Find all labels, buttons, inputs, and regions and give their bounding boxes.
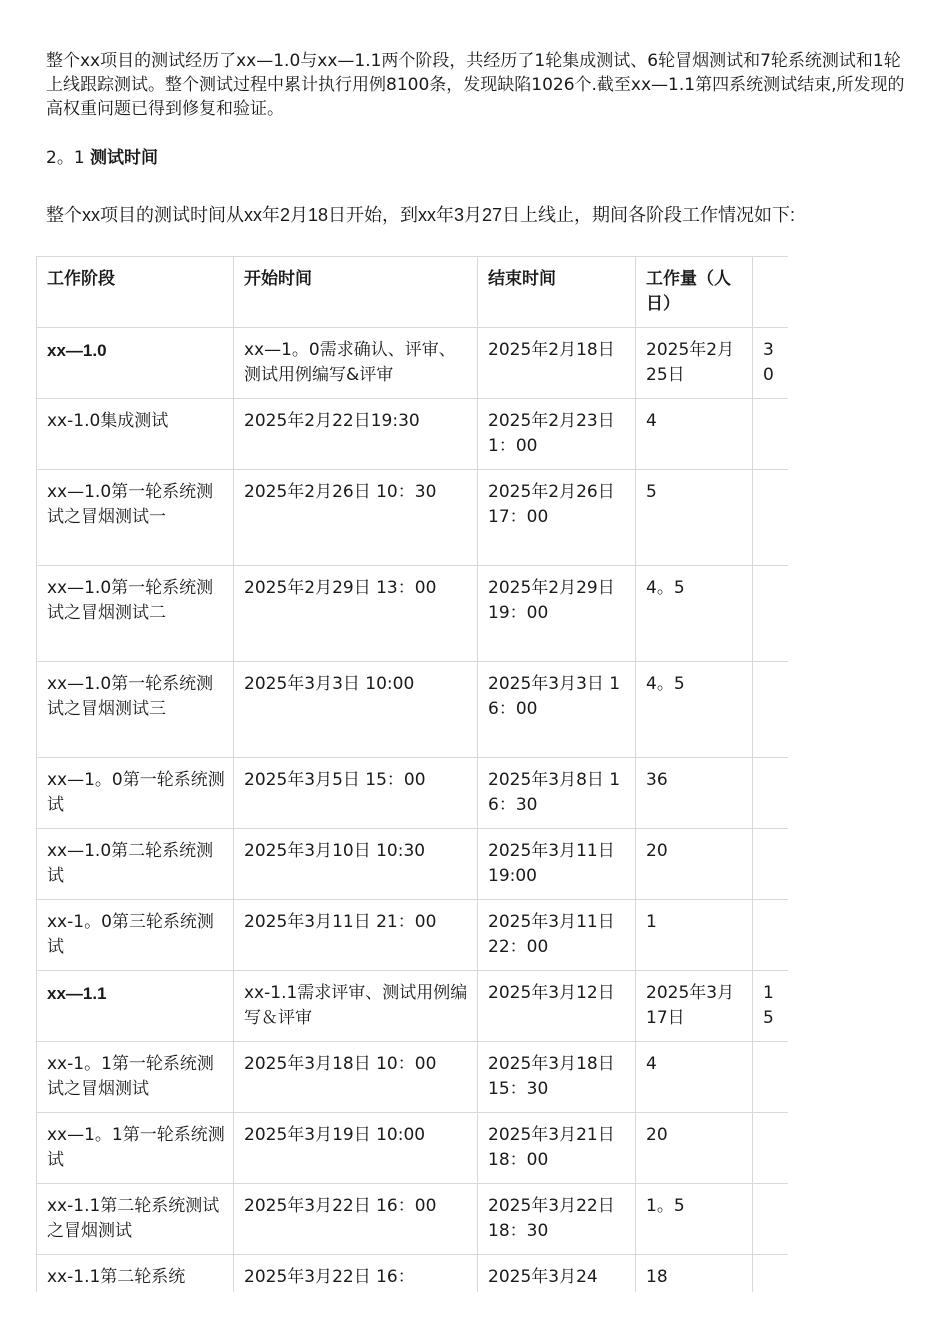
table-cell-start: 2025年2月29日 13：00 <box>234 566 478 662</box>
table-header-row <box>37 257 789 328</box>
table-cell-end: 2025年2月23日 1：00 <box>478 399 636 470</box>
table-row <box>37 900 789 971</box>
section-heading <box>46 146 158 170</box>
table-row <box>37 399 789 470</box>
table-cell-phase: xx—1.0 <box>37 328 234 399</box>
table-cell-start: 2025年3月10日 10:30 <box>234 829 478 900</box>
table-cell-end: 2025年3月18日 15：30 <box>478 1042 636 1113</box>
table-cell-end: 2025年2月26日 17：00 <box>478 470 636 566</box>
table-cell-end: 2025年3月12日 <box>478 971 636 1042</box>
table-cell-end: 2025年3月21日 18：00 <box>478 1113 636 1184</box>
table-cell-phase: xx—1.0第二轮系统测试 <box>37 829 234 900</box>
table-cell-effort: 4 <box>636 399 753 470</box>
table-row <box>37 662 789 758</box>
schedule-table <box>36 256 788 1292</box>
table-row <box>37 1184 789 1255</box>
table-cell-effort: 5 <box>636 470 753 566</box>
schedule-table-container <box>36 256 788 1292</box>
table-cell-effort: 36 <box>636 758 753 829</box>
table-cell-phase: xx-1.1第二轮系统 <box>37 1255 234 1293</box>
table-cell-start: 2025年3月19日 10:00 <box>234 1113 478 1184</box>
table-cell-extra: 15 <box>753 971 789 1042</box>
table-cell-end: 2025年3月3日 16：00 <box>478 662 636 758</box>
table-cell-phase: xx-1。1第一轮系统测试之冒烟测试 <box>37 1042 234 1113</box>
table-cell-end: 2025年3月24 <box>478 1255 636 1293</box>
table-cell-extra <box>753 1042 789 1113</box>
table-row <box>37 1255 789 1293</box>
section-title: 测试时间 <box>90 148 159 168</box>
table-cell-phase: xx-1.0集成测试 <box>37 399 234 470</box>
table-cell-effort: 18 <box>636 1255 753 1293</box>
table-row <box>37 971 789 1042</box>
intro-paragraph: 整个xx项目的测试经历了xx—1.0与xx—1.1两个阶段，共经历了1轮集成测试、6轮冒烟测试和7轮系统测试和1轮上线跟踪测试。整个测试过程中累计执行用例8100条，发现缺陷1026个.截至xx—1.1第四系统测试结束,所发现的高权重问题已得到修复和验证。 <box>46 51 905 119</box>
column-header-end: 结束时间 <box>478 257 636 328</box>
table-cell-extra <box>753 566 789 662</box>
column-header-extra <box>753 257 789 328</box>
table-row <box>37 470 789 566</box>
table-cell-effort: 2025年3月17日 <box>636 971 753 1042</box>
table-cell-extra <box>753 758 789 829</box>
table-cell-effort: 20 <box>636 829 753 900</box>
table-cell-extra <box>753 470 789 566</box>
table-cell-phase: xx—1.0第一轮系统测试之冒烟测试二 <box>37 566 234 662</box>
table-cell-extra <box>753 1113 789 1184</box>
table-cell-start: 2025年3月5日 15：00 <box>234 758 478 829</box>
table-cell-effort: 2025年2月25日 <box>636 328 753 399</box>
table-cell-phase: xx-1.1第二轮系统测试之冒烟测试 <box>37 1184 234 1255</box>
table-cell-end: 2025年3月11日 19:00 <box>478 829 636 900</box>
table-cell-start: 2025年3月18日 10：00 <box>234 1042 478 1113</box>
table-cell-phase: xx—1。1第一轮系统测试 <box>37 1113 234 1184</box>
table-cell-start: 2025年2月22日19:30 <box>234 399 478 470</box>
table-cell-extra <box>753 1255 789 1293</box>
table-cell-effort: 1 <box>636 900 753 971</box>
lead-paragraph: 整个xx项目的测试时间从xx年2月18日开始，到xx年3月27日上线止，期间各阶段工作情况如下: <box>46 205 796 225</box>
table-row <box>37 829 789 900</box>
table-cell-extra <box>753 399 789 470</box>
table-cell-extra <box>753 829 789 900</box>
table-row <box>37 566 789 662</box>
table-cell-phase: xx-1。0第三轮系统测试 <box>37 900 234 971</box>
table-cell-phase: xx—1。0第一轮系统测试 <box>37 758 234 829</box>
table-cell-extra <box>753 662 789 758</box>
section-number: 2。1 <box>46 148 85 168</box>
table-cell-extra: 30 <box>753 328 789 399</box>
table-cell-end: 2025年3月8日 16：30 <box>478 758 636 829</box>
table-cell-effort: 1。5 <box>636 1184 753 1255</box>
table-row <box>37 758 789 829</box>
table-cell-effort: 4。5 <box>636 566 753 662</box>
table-cell-end: 2025年2月29日 19：00 <box>478 566 636 662</box>
table-cell-phase: xx—1.0第一轮系统测试之冒烟测试一 <box>37 470 234 566</box>
table-cell-start: xx-1.1需求评审、测试用例编写＆评审 <box>234 971 478 1042</box>
table-cell-extra <box>753 900 789 971</box>
table-cell-start: 2025年3月3日 10:00 <box>234 662 478 758</box>
table-cell-start: 2025年3月22日 16：00 <box>234 1184 478 1255</box>
table-row <box>37 328 789 399</box>
column-header-start: 开始时间 <box>234 257 478 328</box>
table-cell-end: 2025年2月18日 <box>478 328 636 399</box>
column-header-effort: 工作量（人日） <box>636 257 753 328</box>
column-header-phase: 工作阶段 <box>37 257 234 328</box>
table-cell-effort: 4。5 <box>636 662 753 758</box>
table-cell-extra <box>753 1184 789 1255</box>
table-cell-end: 2025年3月22日 18：30 <box>478 1184 636 1255</box>
table-row <box>37 1113 789 1184</box>
table-cell-end: 2025年3月11日 22：00 <box>478 900 636 971</box>
table-cell-effort: 20 <box>636 1113 753 1184</box>
table-cell-start: 2025年2月26日 10：30 <box>234 470 478 566</box>
table-cell-phase: xx—1.0第一轮系统测试之冒烟测试三 <box>37 662 234 758</box>
table-cell-phase: xx—1.1 <box>37 971 234 1042</box>
table-cell-start: 2025年3月11日 21：00 <box>234 900 478 971</box>
table-row <box>37 1042 789 1113</box>
table-cell-effort: 4 <box>636 1042 753 1113</box>
table-cell-start: 2025年3月22日 16： <box>234 1255 478 1293</box>
table-cell-start: xx—1。0需求确认、评审、测试用例编写&评审 <box>234 328 478 399</box>
